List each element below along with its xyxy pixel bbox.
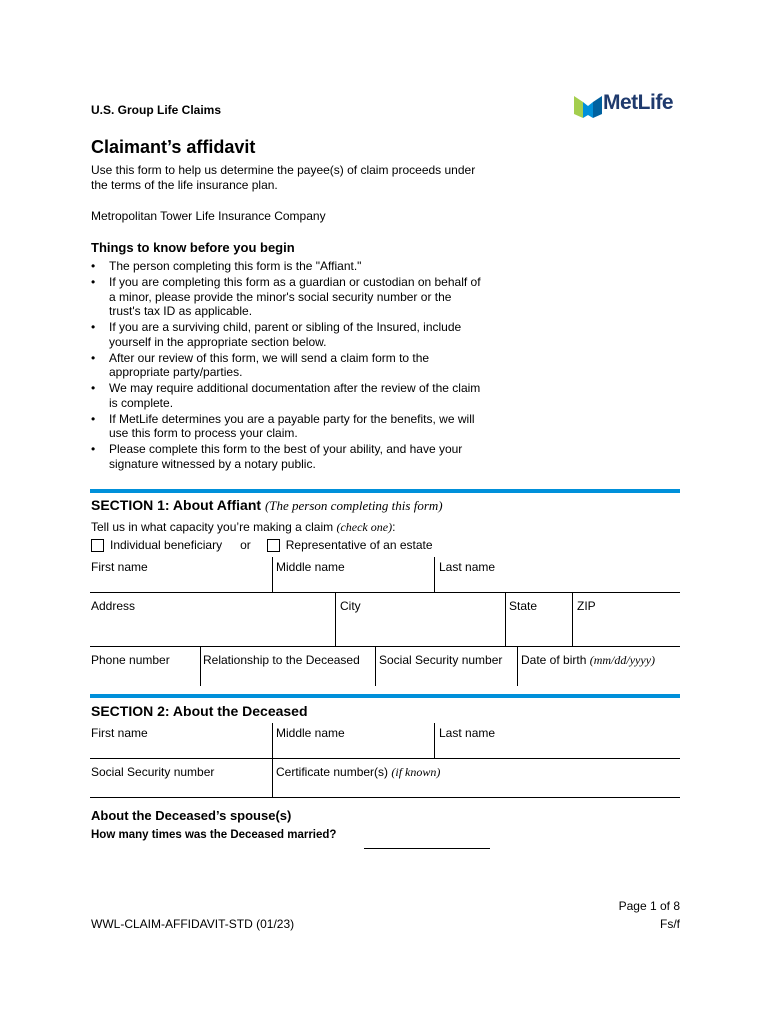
divider — [517, 647, 518, 686]
affiant-ssn-field[interactable] — [377, 668, 515, 686]
section2-divider — [90, 694, 680, 698]
things-item: • If MetLife determines you are a payable party for the benefits, we will use this form to process your claim. — [91, 412, 481, 441]
or-label: or — [240, 538, 251, 552]
intro-text: Use this form to help us determine the payee(s) of claim proceeds under the terms of the life insurance plan. — [91, 163, 476, 192]
times-married-field[interactable] — [364, 848, 490, 849]
capacity-colon: : — [392, 520, 396, 534]
deceased-last-name-field[interactable] — [436, 741, 679, 757]
row-divider — [90, 758, 680, 759]
metlife-logo — [574, 90, 684, 120]
affiant-ssn-label: Social Security number — [379, 653, 503, 667]
form-suffix: Fs/f — [660, 917, 680, 931]
affiant-dob-text: Date of birth — [521, 653, 587, 667]
affiant-relationship-label: Relationship to the Deceased — [203, 653, 360, 667]
section1-title: SECTION 1: About Affiant — [91, 497, 262, 513]
divider — [572, 593, 573, 646]
deceased-middle-name-label: Middle name — [276, 726, 345, 740]
deceased-certificate-text: Certificate number(s) — [276, 765, 389, 779]
affiant-zip-field[interactable] — [574, 614, 679, 644]
page-number: Page 1 of 8 — [618, 899, 680, 913]
affiant-state-label: State — [509, 599, 538, 613]
form-code: WWL-CLAIM-AFFIDAVIT-STD (01/23) — [91, 917, 295, 931]
affiant-city-label: City — [340, 599, 361, 613]
deceased-last-name-label: Last name — [439, 726, 496, 740]
divider — [200, 647, 201, 686]
divider — [434, 723, 435, 758]
individual-beneficiary-checkbox[interactable] — [91, 539, 104, 552]
section2-heading: SECTION 2: About the Deceased — [91, 703, 308, 719]
affiant-dob-hint: (mm/dd/yyyy) — [589, 653, 656, 667]
things-item: • Please complete this form to the best of your ability, and have your signature witnessed by a notary public. — [91, 442, 481, 471]
deceased-certificate-hint: (if known) — [391, 765, 441, 779]
affiant-first-name-label: First name — [91, 560, 148, 574]
affiant-last-name-field[interactable] — [436, 565, 679, 591]
capacity-text: Tell us in what capacity you’re making a claim — [91, 520, 334, 534]
affiant-middle-name-field[interactable] — [274, 565, 432, 591]
affiant-city-field[interactable] — [337, 614, 503, 644]
section1-subtitle: (The person completing this form) — [264, 498, 443, 513]
estate-representative-label: Representative of an estate — [285, 538, 433, 552]
affiant-first-name-field[interactable] — [91, 565, 269, 591]
things-item: • We may require additional documentation after the review of the claim is complete. — [91, 381, 481, 410]
things-heading: Things to know before you begin — [91, 240, 295, 255]
affiant-state-field[interactable] — [507, 614, 570, 644]
page-title: Claimant’s affidavit — [91, 137, 256, 157]
divider — [505, 593, 506, 646]
section1-divider — [90, 489, 680, 493]
affiant-dob-field[interactable] — [519, 668, 679, 686]
company-name: Metropolitan Tower Life Insurance Company — [91, 209, 326, 223]
affiant-middle-name-label: Middle name — [276, 560, 345, 574]
deceased-first-name-field[interactable] — [91, 741, 269, 757]
deceased-first-name-label: First name — [91, 726, 148, 740]
estate-representative-checkbox[interactable] — [267, 539, 280, 552]
deceased-certificate-label — [276, 765, 440, 780]
things-item: • If you are completing this form as a guardian or custodian on behalf of a minor, please provide the minor's social security number or the trust's tax ID as applicable. — [91, 275, 481, 319]
affiant-zip-label: ZIP — [577, 599, 596, 613]
affiant-address-field[interactable] — [91, 614, 333, 644]
metlife-logo-text: MetLife — [603, 91, 673, 114]
section1-heading — [91, 497, 443, 514]
affiant-address-label: Address — [91, 599, 136, 613]
things-list — [91, 259, 481, 473]
capacity-hint: (check one) — [336, 520, 393, 534]
deceased-middle-name-field[interactable] — [274, 741, 432, 757]
affiant-phone-label: Phone number — [91, 653, 170, 667]
spouse-heading: About the Deceased’s spouse(s) — [91, 808, 292, 823]
things-item: • If you are a surviving child, parent or sibling of the Insured, include yourself in the appropriate section below. — [91, 320, 481, 349]
deceased-ssn-field[interactable] — [91, 780, 269, 796]
row-divider — [90, 646, 680, 647]
deceased-certificate-field[interactable] — [274, 780, 679, 796]
divider — [272, 557, 273, 592]
times-married-question: How many times was the Deceased married? — [91, 829, 337, 841]
affiant-relationship-field[interactable] — [202, 668, 373, 686]
divider — [434, 557, 435, 592]
things-item: • After our review of this form, we will send a claim form to the appropriate party/parties. — [91, 351, 481, 380]
capacity-options — [91, 538, 433, 552]
affiant-last-name-label: Last name — [439, 560, 496, 574]
metlife-logo-mark-icon — [574, 92, 602, 120]
divider — [272, 759, 273, 797]
affiant-dob-label — [521, 653, 655, 668]
row-divider — [90, 592, 680, 593]
row-divider — [90, 797, 680, 798]
capacity-prompt — [91, 520, 395, 535]
form-category-label: U.S. Group Life Claims — [91, 103, 222, 117]
divider — [335, 593, 336, 646]
divider — [375, 647, 376, 686]
deceased-ssn-label: Social Security number — [91, 765, 215, 779]
individual-beneficiary-label: Individual beneficiary — [110, 538, 223, 552]
affiant-phone-field[interactable] — [91, 668, 198, 686]
divider — [272, 723, 273, 758]
things-item: • The person completing this form is the "Affiant." — [91, 259, 481, 274]
